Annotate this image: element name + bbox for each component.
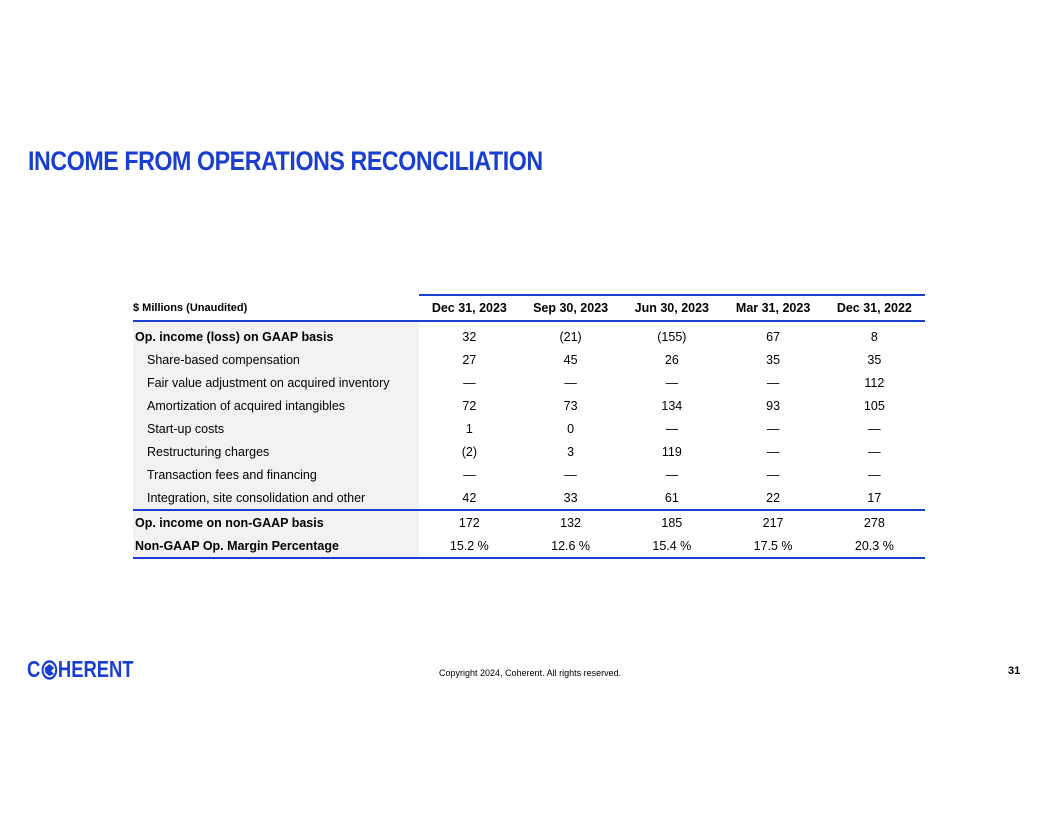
- cell-value: (21): [559, 329, 582, 344]
- cell-value: 112: [864, 375, 885, 390]
- row-label: Op. income on non-GAAP basis: [133, 510, 419, 534]
- cell-value: 172: [419, 510, 520, 534]
- cell-value: 8: [870, 329, 878, 344]
- table-row: [133, 417, 925, 440]
- table-row: [133, 440, 925, 463]
- cell-value: —: [463, 375, 476, 390]
- cell-value: (155): [657, 329, 687, 344]
- table-row: [133, 463, 925, 486]
- cell-value: 35: [766, 352, 781, 367]
- cell-value: 132: [520, 510, 621, 534]
- cell-value: —: [665, 375, 679, 390]
- table-row: [133, 371, 925, 394]
- cell-value: 32: [462, 329, 477, 344]
- table-row: [133, 486, 925, 510]
- column-header: Dec 31, 2022: [824, 295, 925, 321]
- cell-value: 134: [661, 398, 683, 413]
- cell-value: 67: [766, 329, 781, 344]
- row-label: Restructuring charges: [133, 440, 419, 463]
- cell-value: —: [564, 467, 577, 482]
- logo-text-suffix: HERENT: [57, 656, 134, 682]
- cell-value: —: [766, 421, 780, 436]
- column-header: Mar 31, 2023: [722, 295, 823, 321]
- logo-text-prefix: C: [27, 656, 41, 682]
- cell-value: 185: [621, 510, 722, 534]
- unit-label: $ Millions (Unaudited): [133, 295, 419, 321]
- row-label: Amortization of acquired intangibles: [133, 394, 419, 417]
- cell-value: 119: [661, 444, 682, 459]
- cell-value: 72: [462, 398, 477, 413]
- row-label: Op. income (loss) on GAAP basis: [133, 321, 419, 348]
- column-header: Jun 30, 2023: [621, 295, 722, 321]
- cell-value: 278: [824, 510, 925, 534]
- cell-value: 26: [664, 352, 679, 367]
- cell-value: 0: [567, 421, 575, 436]
- coherent-logo: [27, 656, 134, 683]
- cell-value: 217: [722, 510, 823, 534]
- row-label: Transaction fees and financing: [133, 463, 419, 486]
- row-label: Integration, site consolidation and other: [133, 486, 419, 510]
- cell-value: —: [766, 444, 780, 459]
- table-header-row: [133, 295, 925, 321]
- cell-value: —: [868, 421, 881, 436]
- column-header: Dec 31, 2023: [419, 295, 520, 321]
- cell-value: 61: [664, 490, 679, 505]
- cell-value: —: [868, 467, 881, 482]
- row-label: Start-up costs: [133, 417, 419, 440]
- row-label: Fair value adjustment on acquired inventory: [133, 371, 419, 394]
- cell-value: 33: [563, 490, 578, 505]
- cell-value: —: [665, 421, 679, 436]
- cell-value: —: [463, 467, 476, 482]
- cell-value: (2): [461, 444, 477, 459]
- cell-value: 15.4 %: [621, 534, 722, 558]
- cell-value: —: [766, 375, 780, 390]
- page-number: 31: [1008, 665, 1021, 677]
- cell-value: —: [868, 444, 881, 459]
- page-title: INCOME FROM OPERATIONS RECONCILIATION: [28, 146, 543, 176]
- table-row: [133, 348, 925, 371]
- row-label: Share-based compensation: [133, 348, 419, 371]
- cell-value: 22: [766, 490, 781, 505]
- cell-value: 27: [462, 352, 477, 367]
- cell-value: 45: [563, 352, 578, 367]
- cell-value: 17.5 %: [722, 534, 823, 558]
- table-row-gaap-income: [133, 321, 925, 348]
- cell-value: —: [564, 375, 577, 390]
- cell-value: 35: [867, 352, 882, 367]
- cell-value: 42: [462, 490, 477, 505]
- row-label: Non-GAAP Op. Margin Percentage: [133, 534, 419, 558]
- cell-value: 12.6 %: [520, 534, 621, 558]
- cell-value: —: [766, 467, 780, 482]
- cell-value: —: [665, 467, 679, 482]
- table-row-non-gaap-income: [133, 510, 925, 534]
- cell-value: 1: [465, 421, 473, 436]
- copyright-text: Copyright 2024, Coherent. All rights reserved.: [439, 668, 622, 678]
- globe-icon: [41, 660, 57, 680]
- cell-value: 15.2 %: [419, 534, 520, 558]
- column-header: Sep 30, 2023: [520, 295, 621, 321]
- cell-value: 105: [863, 398, 885, 413]
- cell-value: 3: [567, 444, 575, 459]
- table-row-margin: [133, 534, 925, 558]
- cell-value: 20.3 %: [824, 534, 925, 558]
- table-row: [133, 394, 925, 417]
- reconciliation-table: [133, 294, 925, 559]
- cell-value: 17: [867, 490, 882, 505]
- cell-value: 93: [766, 398, 781, 413]
- cell-value: 73: [563, 398, 578, 413]
